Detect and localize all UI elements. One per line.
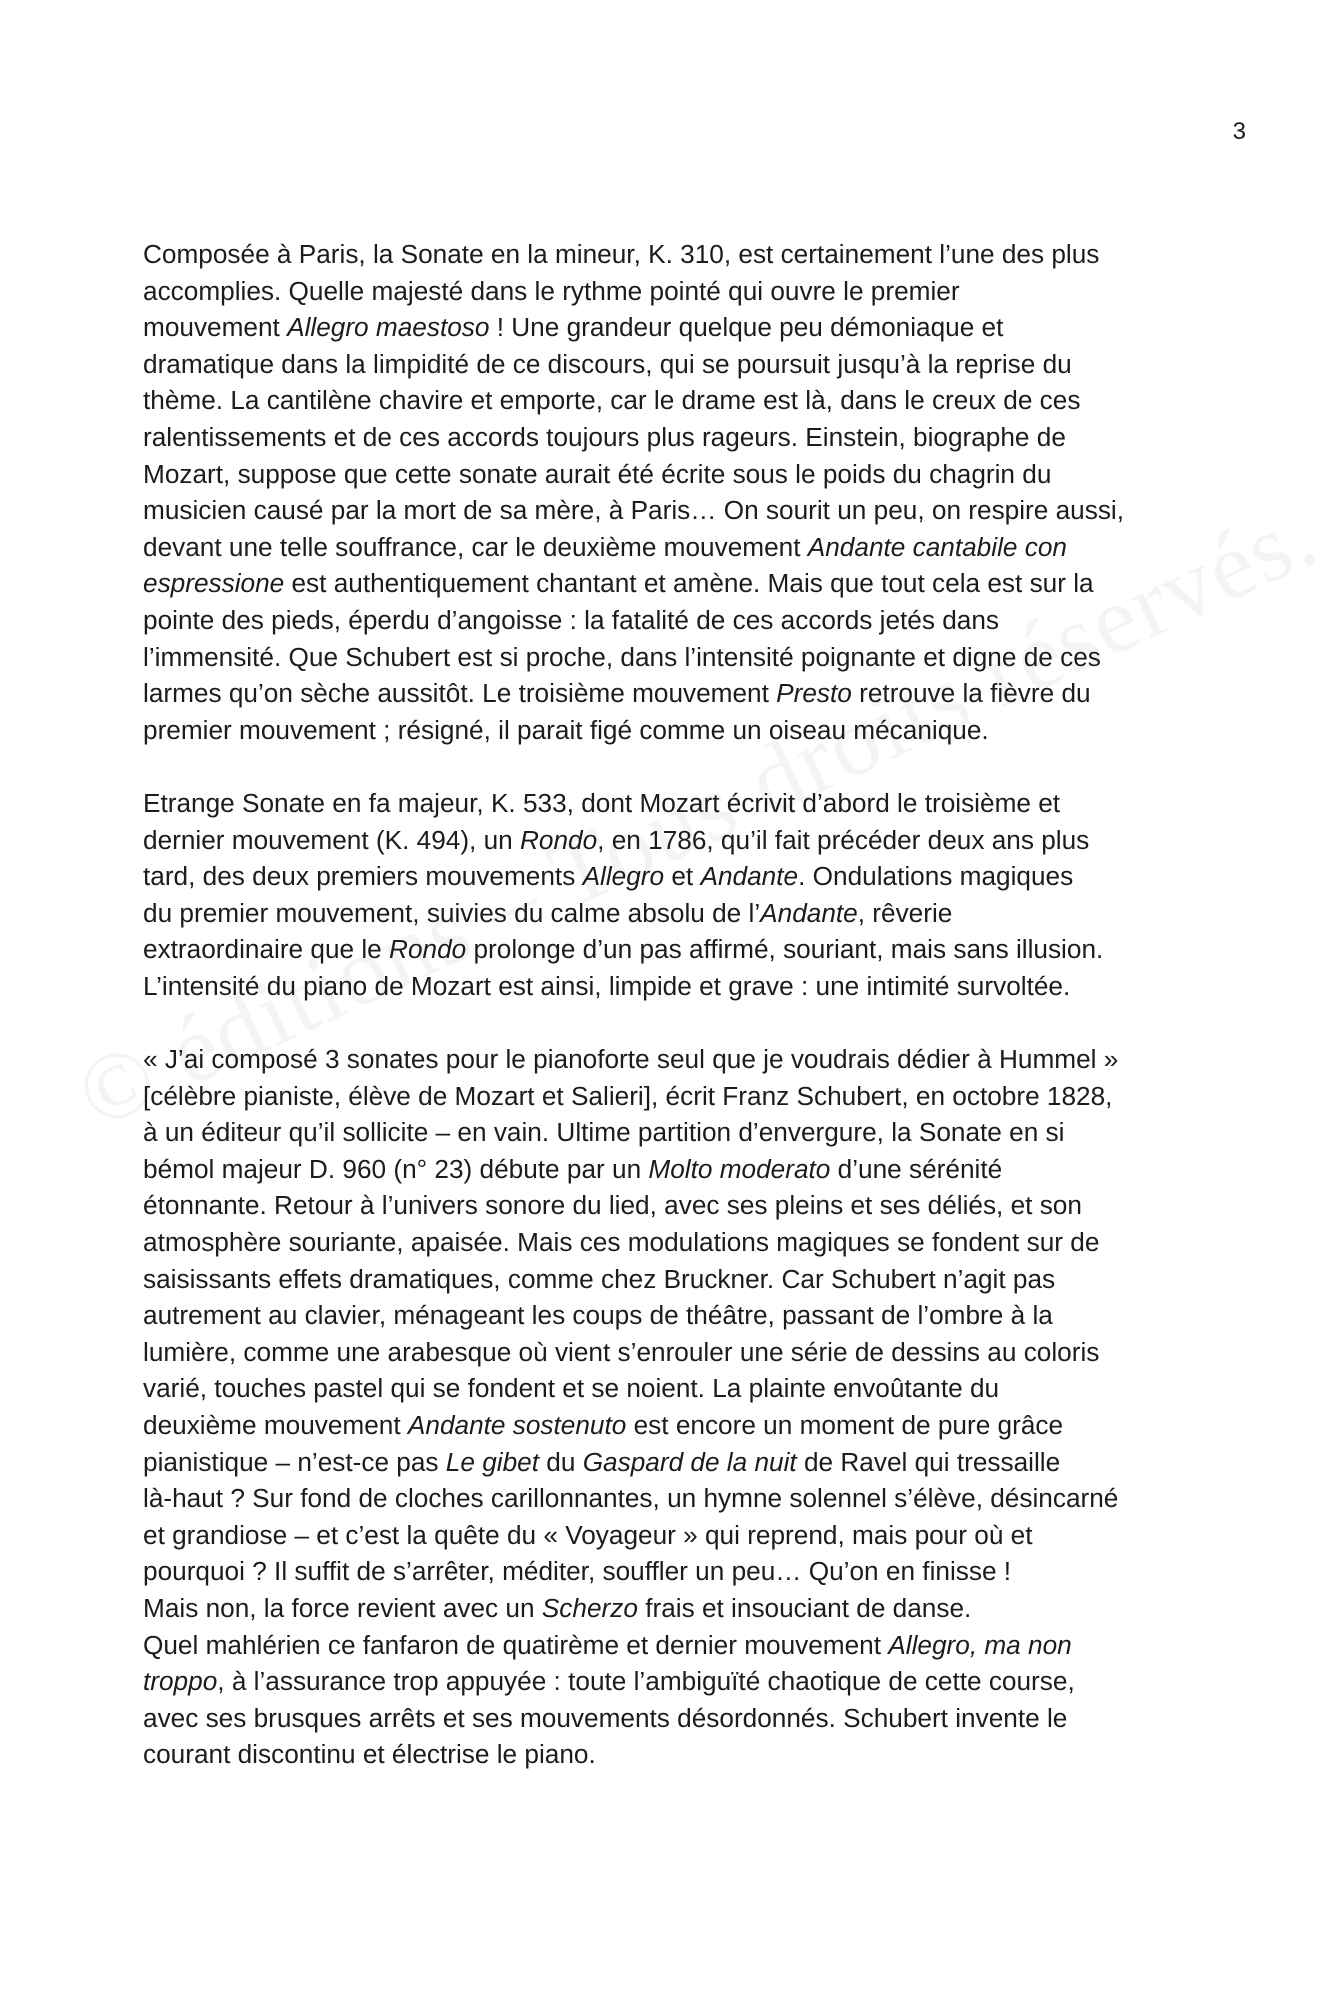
text-line: Etrange Sonate en fa majeur, K. 533, dont Mozart écrivit d’abord le troisième et xyxy=(143,787,1061,818)
text-line: tard, des deux premiers mouvements Allegro et Andante. Ondulations magiques xyxy=(143,861,1074,892)
italic-title: Rondo xyxy=(389,934,467,965)
italic-title: Le gibet xyxy=(445,1446,539,1477)
text-line: dramatique dans la limpidité de ce discours, qui se poursuit jusqu’à la reprise du xyxy=(143,348,1072,379)
text-line: à un éditeur qu’il sollicite – en vain. Ultime partition d’envergure, la Sonate en si xyxy=(143,1117,1065,1148)
italic-title: Andante cantabile con xyxy=(807,531,1067,562)
text-line: du premier mouvement, suivies du calme absolu de l’Andante, rêverie xyxy=(143,897,953,928)
text-line: bémol majeur D. 960 (n° 23) débute par un Molto moderato d’une sérénité xyxy=(143,1153,1003,1184)
text-line: pointe des pieds, éperdu d’angoisse : la fatalité de ces accords jetés dans xyxy=(143,604,1000,635)
text-line: Quel mahlérien ce fanfaron de quatirème et dernier mouvement Allegro, ma non xyxy=(143,1629,1072,1660)
text-line: courant discontinu et électrise le piano. xyxy=(143,1739,596,1770)
text-line: L’intensité du piano de Mozart est ainsi, limpide et grave : une intimité survoltée. xyxy=(143,970,1071,1001)
text-line: mouvement Allegro maestoso ! Une grandeur quelque peu démoniaque et xyxy=(143,312,1004,343)
italic-title: Andante xyxy=(760,897,858,928)
text-line: ralentissements et de ces accords toujours plus rageurs. Einstein, biographe de xyxy=(143,421,1066,452)
text-line: [célèbre pianiste, élève de Mozart et Salieri], écrit Franz Schubert, en octobre 1828, xyxy=(143,1080,1113,1111)
text-line: et grandiose – et c’est la quête du « Voyageur » qui reprend, mais pour où et xyxy=(143,1519,1033,1550)
text-line: lumière, comme une arabesque où vient s’enrouler une série de dessins au coloris xyxy=(143,1336,1100,1367)
text-line: Composée à Paris, la Sonate en la mineur, K. 310, est certainement l’une des plus xyxy=(143,239,1100,269)
text-line: thème. La cantilène chavire et emporte, car le drame est là, dans le creux de ces xyxy=(143,385,1081,416)
text-line: devant une telle souffrance, car le deuxième mouvement Andante cantabile con xyxy=(143,531,1067,562)
italic-title: Scherzo xyxy=(541,1592,638,1623)
text-body xyxy=(143,236,1203,1773)
paragraph-1 xyxy=(143,236,1203,748)
text-line: dernier mouvement (K. 494), un Rondo, en 1786, qu’il fait précéder deux ans plus xyxy=(143,824,1090,855)
italic-title: Allegro maestoso xyxy=(287,312,490,343)
text-line: étonnante. Retour à l’univers sonore du lied, avec ses pleins et ses déliés, et son xyxy=(143,1190,1082,1221)
italic-title: Presto xyxy=(776,678,852,709)
italic-title: Molto moderato xyxy=(648,1153,831,1184)
italic-title: Rondo xyxy=(520,824,598,855)
text-line: larmes qu’on sèche aussitôt. Le troisième mouvement Presto retrouve la fièvre du xyxy=(143,678,1091,709)
text-line: « J’ai composé 3 sonates pour le pianoforte seul que je voudrais dédier à Hummel » xyxy=(143,1044,1119,1075)
text-line: espressione est authentiquement chantant et amène. Mais que tout cela est sur la xyxy=(143,568,1094,599)
italic-title: espressione xyxy=(143,568,285,599)
paragraph-3 xyxy=(143,1041,1203,1773)
text-line: atmosphère souriante, apaisée. Mais ces modulations magiques se fondent sur de xyxy=(143,1227,1100,1258)
text-line: Mozart, suppose que cette sonate aurait été écrite sous le poids du chagrin du xyxy=(143,458,1052,489)
text-line: avec ses brusques arrêts et ses mouvements désordonnés. Schubert invente le xyxy=(143,1702,1068,1733)
text-line: autrement au clavier, ménageant les coups de théâtre, passant de l’ombre à la xyxy=(143,1300,1053,1331)
text-line: pianistique – n’est-ce pas Le gibet du Gaspard de la nuit de Ravel qui tressaille xyxy=(143,1446,1061,1477)
italic-title: troppo xyxy=(143,1666,218,1697)
text-line: Mais non, la force revient avec un Scherzo frais et insouciant de danse. xyxy=(143,1592,972,1623)
text-line: extraordinaire que le Rondo prolonge d’un pas affirmé, souriant, mais sans illusion. xyxy=(143,934,1104,965)
paragraph-2 xyxy=(143,785,1203,1005)
text-line: varié, touches pastel qui se fondent et se noient. La plainte envoûtante du xyxy=(143,1373,1000,1404)
text-line: troppo, à l’assurance trop appuyée : toute l’ambiguïté chaotique de cette course, xyxy=(143,1666,1075,1697)
text-line: musicien causé par la mort de sa mère, à Paris… On sourit un peu, on respire aussi, xyxy=(143,495,1125,526)
italic-title: Andante sostenuto xyxy=(407,1410,627,1440)
text-line: premier mouvement ; résigné, il parait figé comme un oiseau mécanique. xyxy=(143,714,989,745)
italic-title: Allegro, ma non xyxy=(888,1629,1072,1660)
text-line: l’immensité. Que Schubert est si proche, dans l’intensité poignante et digne de ces xyxy=(143,641,1101,672)
text-line: saisissants effets dramatiques, comme chez Bruckner. Car Schubert n’agit pas xyxy=(143,1263,1056,1294)
text-line: accomplies. Quelle majesté dans le rythme pointé qui ouvre le premier xyxy=(143,275,960,306)
text-line: là-haut ? Sur fond de cloches carillonnantes, un hymne solennel s’élève, désincarné xyxy=(143,1483,1119,1514)
text-line: deuxième mouvement Andante sostenuto est encore un moment de pure grâce xyxy=(143,1410,1064,1440)
text-line: pourquoi ? Il suffit de s’arrêter, méditer, souffler un peu… Qu’on en finisse ! xyxy=(143,1556,1012,1587)
italic-title: Gaspard de la nuit xyxy=(582,1446,797,1477)
italic-title: Allegro xyxy=(582,861,665,892)
page-number: 3 xyxy=(1232,118,1246,145)
italic-title: Andante xyxy=(700,861,799,892)
